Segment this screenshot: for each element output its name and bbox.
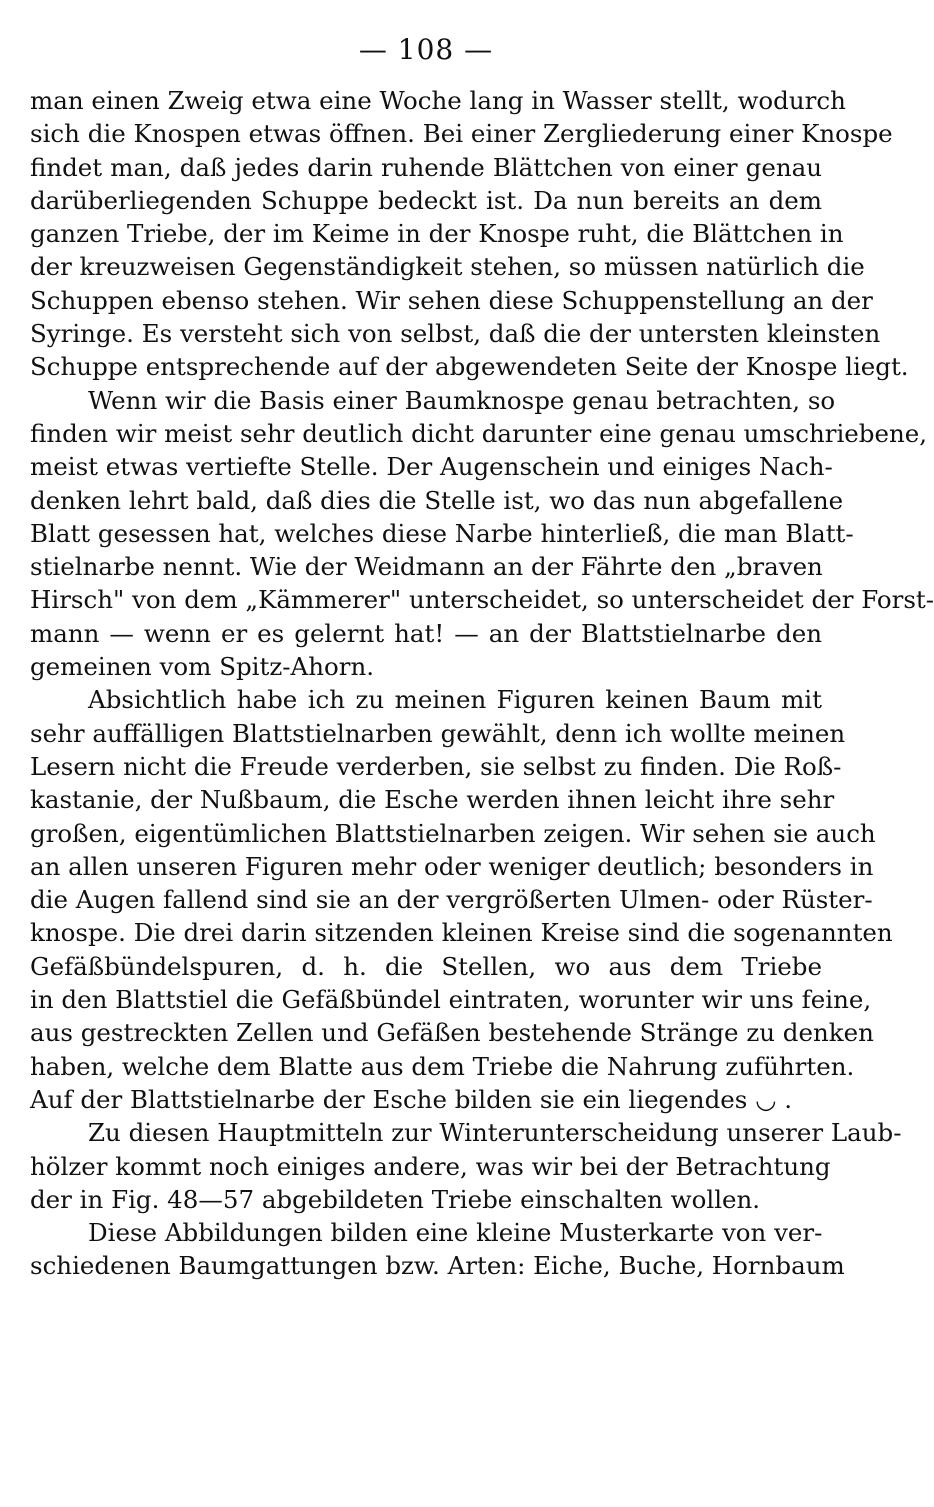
- paragraph: [30, 1216, 845, 1283]
- text-line: sehr auffälligen Blattstielnarben gewählt, denn ich wollte meinen: [30, 718, 846, 748]
- text-line: Lesern nicht die Freude verderben, sie selbst zu finden. Die Roß-: [30, 751, 842, 781]
- text-line: gemeinen vom Spitz-Ahorn.: [30, 652, 375, 682]
- text-line: sich die Knospen etwas öffnen. Bei einer Zergliederung einer Knospe: [30, 119, 893, 149]
- text-line: großen, eigentümlichen Blattstielnarben zeigen. Wir sehen sie auch: [30, 818, 876, 848]
- text-line: darüberliegenden Schuppe bedeckt ist. Da nun bereits an dem: [30, 185, 822, 215]
- paragraph: [30, 1116, 902, 1216]
- paragraph: [30, 683, 893, 1116]
- text-line: Hirsch" von dem „Kämmerer" unterscheidet, so unterscheidet der Forst-: [30, 585, 934, 615]
- text-line: Gefäßbündelspuren, d. h. die Stellen, wo aus dem Triebe: [30, 951, 822, 981]
- text-line: finden wir meist sehr deutlich dicht darunter eine genau umschriebene,: [30, 418, 928, 448]
- text-line: in den Blattstiel die Gefäßbündel eintraten, worunter wir uns feine,: [30, 985, 872, 1015]
- text-line: haben, welche dem Blatte aus dem Triebe die Nahrung zuführten.: [30, 1051, 855, 1081]
- text-line: aus gestreckten Zellen und Gefäßen bestehende Stränge zu denken: [30, 1018, 874, 1048]
- text-line: meist etwas vertiefte Stelle. Der Augenschein und einiges Nach-: [30, 452, 833, 482]
- text-line: findet man, daß jedes darin ruhende Blättchen von einer genau: [30, 152, 822, 182]
- text-line: stielnarbe nennt. Wie der Weidmann an der Fährte den „braven: [30, 552, 823, 582]
- text-line: der kreuzweisen Gegenständigkeit stehen, so müssen natürlich die: [30, 252, 865, 282]
- body-text: [30, 84, 934, 1283]
- text-line: Syringe. Es versteht sich von selbst, daß die der untersten kleinsten: [30, 319, 881, 349]
- text-line: kastanie, der Nußbaum, die Esche werden ihnen leicht ihre sehr: [30, 785, 835, 815]
- text-line: hölzer kommt noch einiges andere, was wir bei der Betrachtung: [30, 1151, 831, 1181]
- text-line: der in Fig. 48—57 abgebildeten Triebe einschalten wollen.: [30, 1184, 761, 1214]
- text-line: Auf der Blattstielnarbe der Esche bilden sie ein liegendes ◡ .: [30, 1084, 793, 1114]
- text-line: Schuppe entsprechende auf der abgewendeten Seite der Knospe liegt.: [30, 352, 909, 382]
- text-line: ganzen Triebe, der im Keime in der Knospe ruht, die Blättchen in: [30, 219, 844, 249]
- text-line: an allen unseren Figuren mehr oder weniger deutlich; besonders in: [30, 851, 874, 881]
- text-line: man einen Zweig etwa eine Woche lang in Wasser stellt, wodurch: [30, 86, 846, 115]
- text-line: mann — wenn er es gelernt hat! — an der Blattstielnarbe den: [30, 618, 822, 648]
- text-line: Wenn wir die Basis einer Baumknospe genau betrachten, so: [88, 385, 836, 415]
- text-line: Zu diesen Hauptmitteln zur Winterunterscheidung unserer Laub-: [88, 1118, 902, 1148]
- text-line: denken lehrt bald, daß dies die Stelle ist, wo das nun abgefallene: [30, 485, 844, 515]
- page-number: — 108 —: [358, 33, 494, 66]
- paragraph: [30, 384, 934, 684]
- text-line: Diese Abbildungen bilden eine kleine Musterkarte von ver-: [88, 1218, 823, 1248]
- text-line: knospe. Die drei darin sitzenden kleinen Kreise sind die sogenannten: [30, 918, 893, 948]
- book-page: [30, 30, 934, 1283]
- text-line: die Augen fallend sind sie an der vergrößerten Ulmen- oder Rüster-: [30, 885, 873, 915]
- text-line: Blatt gesessen hat, welches diese Narbe hinterließ, die man Blatt-: [30, 518, 854, 548]
- paragraph: [30, 84, 909, 384]
- text-line: Schuppen ebenso stehen. Wir sehen diese Schuppenstellung an der: [30, 285, 873, 315]
- text-line: schiedenen Baumgattungen bzw. Arten: Eiche, Buche, Hornbaum: [30, 1251, 845, 1281]
- text-line: Absichtlich habe ich zu meinen Figuren keinen Baum mit: [88, 685, 822, 715]
